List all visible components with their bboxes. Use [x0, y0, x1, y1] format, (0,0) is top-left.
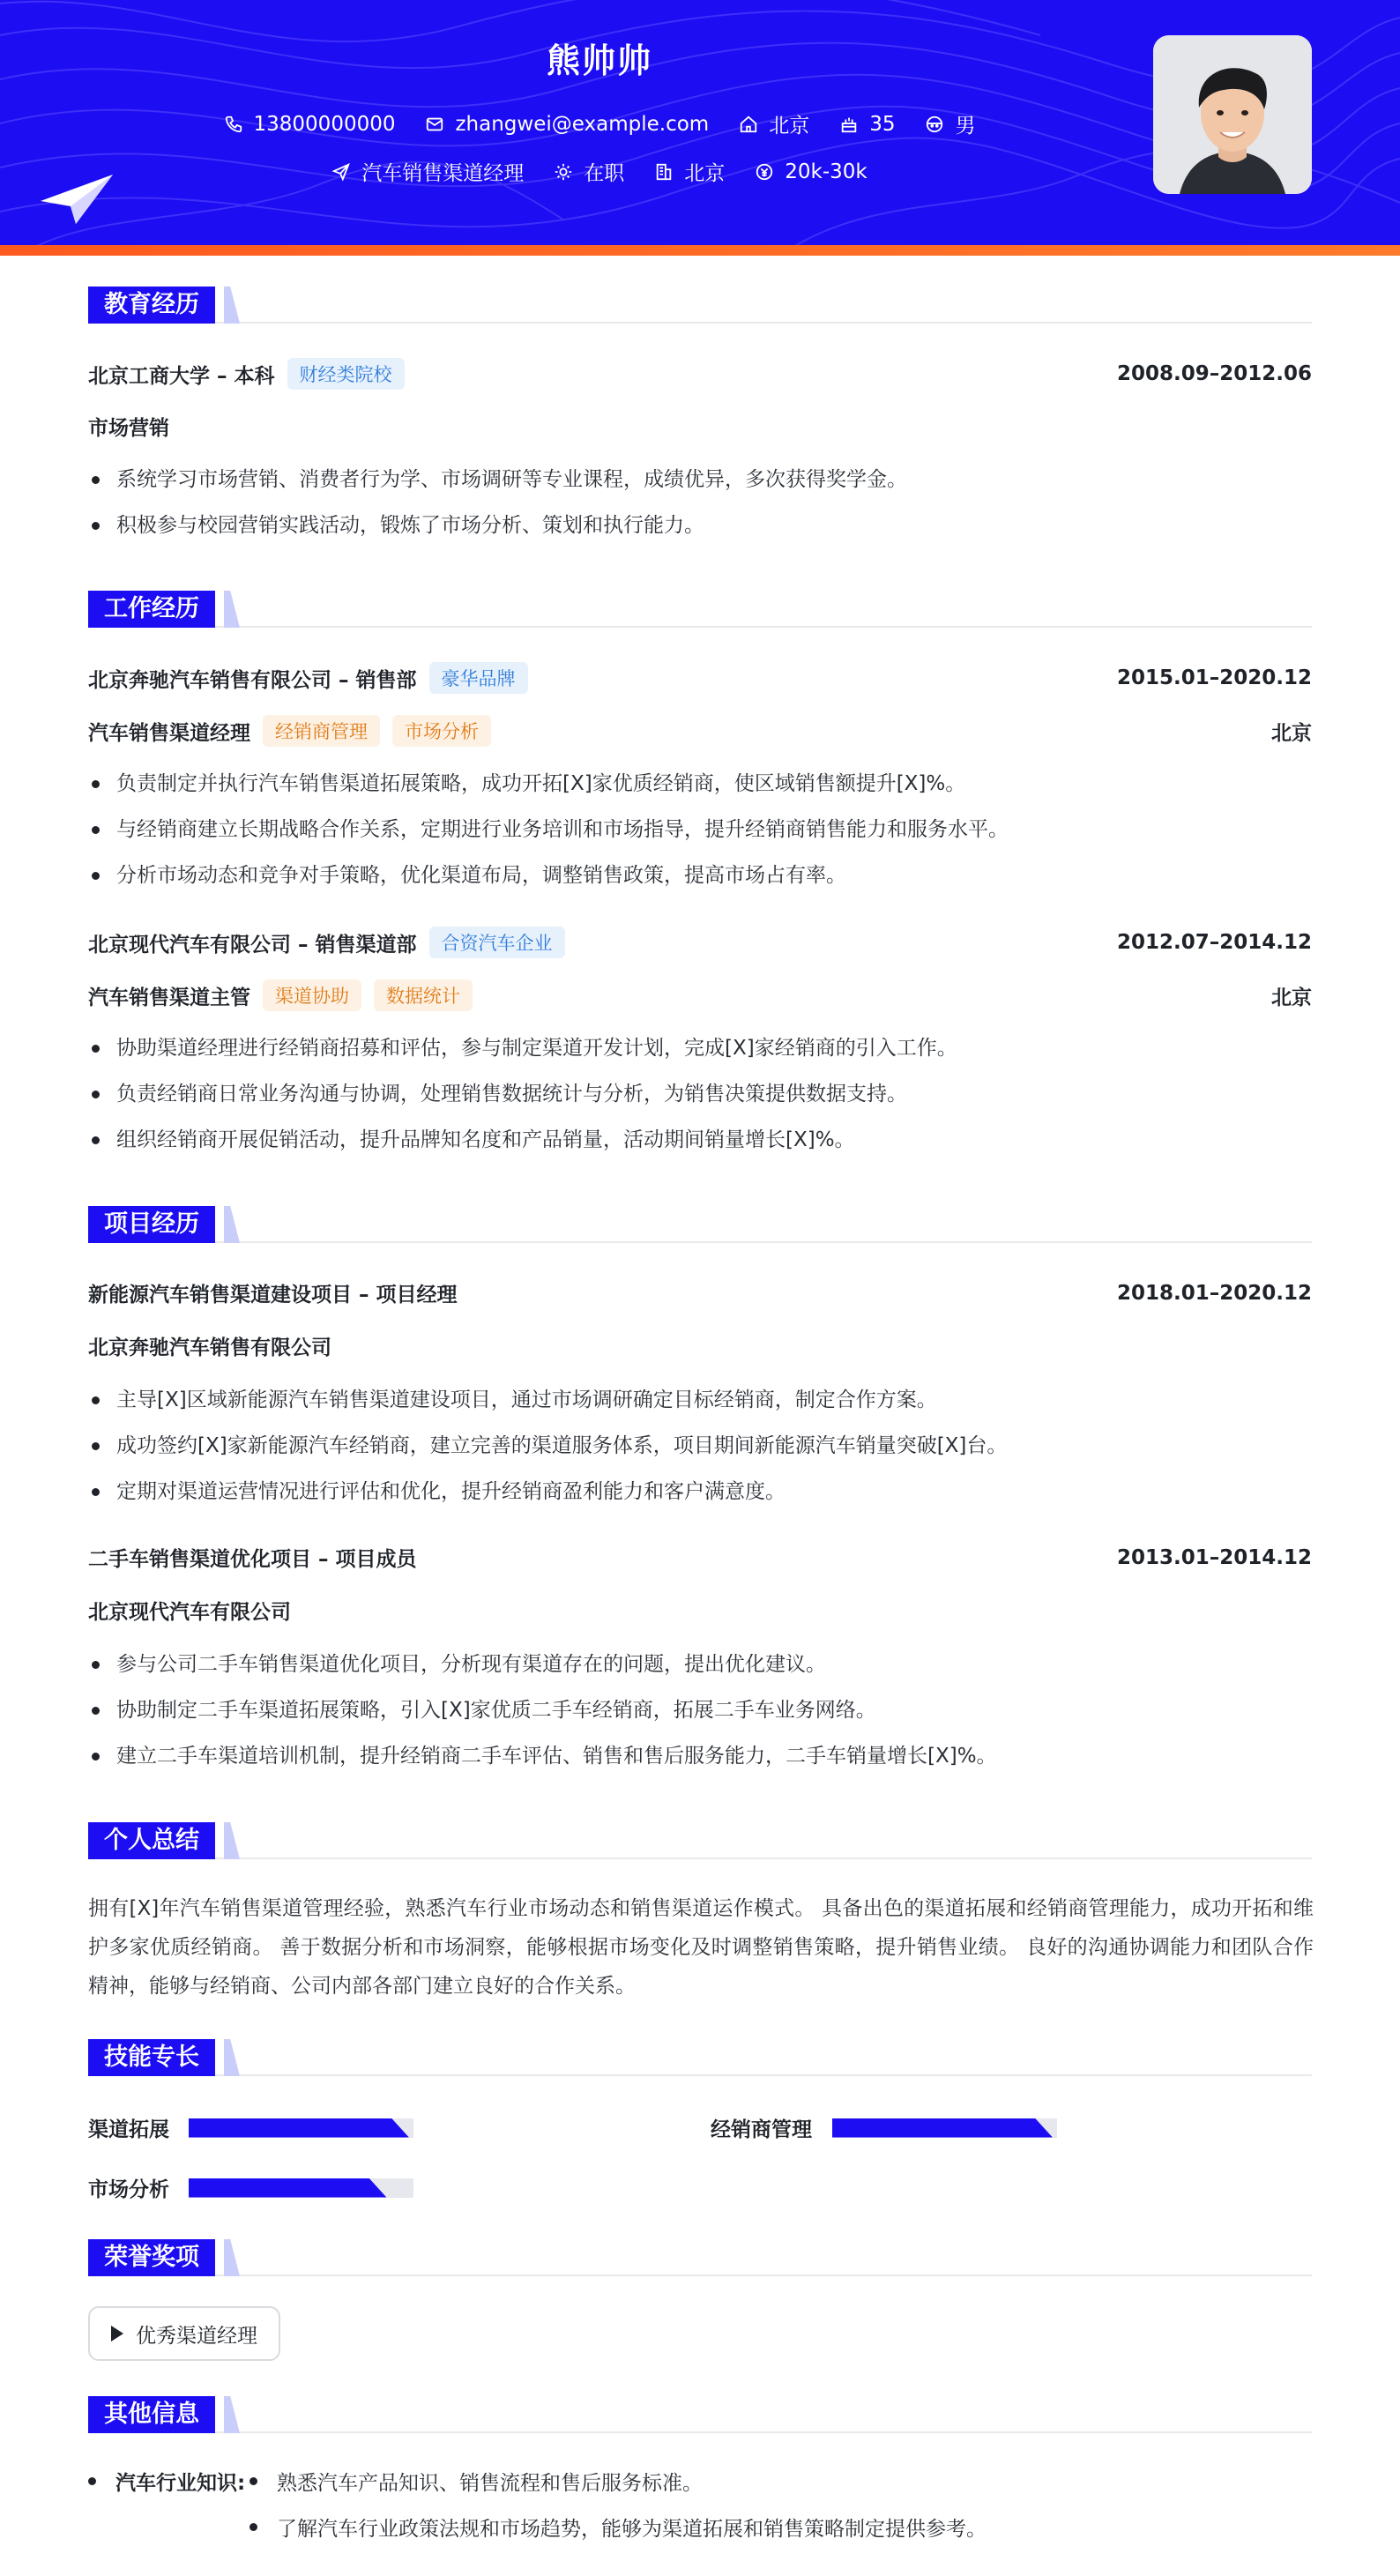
education-header — [88, 358, 1312, 390]
section-title: 工作经历 — [88, 591, 215, 628]
role-title: 汽车销售渠道主管 — [88, 986, 250, 1009]
other-label: 汽车行业知识: — [115, 2471, 246, 2495]
project-date: 2018.01–2020.12 — [1116, 1281, 1312, 1305]
skill-bar-fill — [189, 2178, 386, 2198]
list-item: 系统学习市场营销、消费者行为学、市场调研等专业课程，成绩优异，多次获得奖学金。 — [88, 457, 1312, 503]
job-target-info — [331, 157, 524, 186]
project-org: 北京现代汽车有限公司 — [88, 1601, 291, 1624]
list-item: 主导[X]区域新能源汽车销售渠道建设项目，通过市场调研确定目标经销商，制定合作方案。 — [88, 1377, 1312, 1423]
job-target-text: 汽车销售渠道经理 — [361, 162, 525, 185]
role-tag: 市场分析 — [392, 715, 491, 747]
role-tag: 数据统计 — [374, 979, 473, 1011]
list-item: 分析市场动态和竞争对手策略，优化渠道布局，调整销售政策，提高市场占有率。 — [88, 852, 1312, 898]
project-name: 新能源汽车销售渠道建设项目 – 项目经理 — [88, 1284, 458, 1307]
company-name: 北京奔驰汽车销售有限公司 – 销售部 — [88, 668, 417, 692]
status-text: 在职 — [584, 162, 625, 185]
role-title: 汽车销售渠道经理 — [88, 721, 250, 745]
work-date: 2015.01–2020.12 — [1116, 666, 1312, 689]
role-tag: 经销商管理 — [263, 715, 380, 747]
candidate-name: 熊帅帅 — [546, 41, 652, 80]
summary-text: 拥有[X]年汽车销售渠道管理经验，熟悉汽车行业市场动态和销售渠道运作模式。 具备出色的渠道拓展和经销商管理能力，成功开拓和维护多家优质经销商。 善于数据分析和市场洞察，能够根据市场变化及时调整销售策略，提升销售业绩。 良好的沟通协调能力和团队合作精神，能够与经销商、公司内部各部门建立良好的合作关系。 — [88, 1897, 1314, 1998]
work-location: 北京 — [1271, 986, 1312, 1009]
skill-bar — [189, 2178, 413, 2198]
resume-header — [0, 0, 1400, 256]
header-accent-bar — [0, 245, 1400, 256]
education-date: 2008.09–2012.06 — [1116, 362, 1312, 385]
list-item: 定期对渠道运营情况进行评估和优化，提升经销商盈利能力和客户满意度。 — [88, 1469, 1312, 1515]
email-info — [425, 113, 709, 136]
award-text: 优秀渠道经理 — [136, 2324, 257, 2348]
phone-info — [224, 113, 396, 136]
skill-bar — [832, 2118, 1057, 2138]
section-other — [88, 2396, 1312, 2433]
money-icon — [755, 162, 774, 182]
role-tag: 渠道协助 — [263, 979, 361, 1011]
list-item: 组织经销商开展促销活动，提升品牌知名度和产品销量，活动期间销量增长[X]%。 — [88, 1117, 1312, 1163]
skill-item — [88, 2173, 413, 2202]
project-date: 2013.01–2014.12 — [1116, 1545, 1312, 1569]
age-info — [839, 113, 895, 136]
work-item-header — [88, 662, 1312, 694]
company-name: 北京现代汽车有限公司 – 销售渠道部 — [88, 933, 417, 957]
salary-info — [755, 160, 867, 183]
project-header — [88, 1543, 1312, 1572]
school-name: 北京工商大学 – 本科 — [88, 364, 275, 388]
work-role-row — [88, 979, 1312, 1011]
section-work — [88, 591, 1312, 628]
school-tag: 财经类院校 — [287, 358, 405, 390]
home-icon — [739, 115, 758, 134]
section-projects — [88, 1206, 1312, 1243]
list-item: 与经销商建立长期战略合作关系，定期进行业务培训和市场指导，提升经销商销售能力和服务水平。 — [88, 807, 1312, 852]
project-org: 北京奔驰汽车销售有限公司 — [88, 1336, 331, 1359]
status-icon — [554, 162, 573, 182]
skill-item — [88, 2113, 413, 2142]
list-item: 负责经销商日常业务沟通与协调，处理销售数据统计与分析，为销售决策提供数据支持。 — [88, 1071, 1312, 1117]
section-title: 其他信息 — [88, 2396, 215, 2433]
cake-icon — [839, 115, 859, 134]
section-summary — [88, 1822, 1312, 1859]
profile-photo — [1153, 35, 1312, 194]
work-bullets — [88, 1025, 1312, 1163]
section-title: 教育经历 — [88, 287, 215, 324]
target-city-text: 北京 — [684, 162, 726, 185]
skill-item — [711, 2113, 1057, 2142]
other-text: 了解汽车行业政策法规和市场趋势，能够为渠道拓展和销售策略制定提供参考。 — [277, 2517, 987, 2541]
project-header — [88, 1278, 1312, 1307]
section-title: 项目经历 — [88, 1206, 215, 1243]
work-location: 北京 — [1271, 721, 1312, 745]
work-item-header — [88, 927, 1312, 958]
list-item: 协助渠道经理进行经销商招募和评估，参与制定渠道开发计划，完成[X]家经销商的引入工作。 — [88, 1025, 1312, 1071]
list-item: 成功签约[X]家新能源汽车经销商，建立完善的渠道服务体系，项目期间新能源汽车销量突破[X]台。 — [88, 1423, 1312, 1469]
company-tag: 合资汽车企业 — [429, 927, 565, 958]
list-item: 建立二手车渠道培训机制，提升经销商二手车评估、销售和售后服务能力，二手车销量增长[X]%。 — [88, 1733, 1312, 1779]
list-item: 负责制定并执行汽车销售渠道拓展策略，成功开拓[X]家优质经销商，使区域销售额提升[X]%。 — [88, 761, 1312, 807]
other-text: 熟悉汽车产品知识、销售流程和售后服务标准。 — [277, 2471, 703, 2495]
work-bullets — [88, 761, 1312, 898]
education-bullets — [88, 457, 1312, 548]
gender-text: 男 — [955, 115, 976, 138]
salary-text: 20k-30k — [785, 160, 868, 183]
city-info — [739, 109, 809, 138]
project-name: 二手车销售渠道优化项目 – 项目成员 — [88, 1548, 417, 1571]
send-icon — [331, 162, 351, 182]
project-bullets — [88, 1642, 1312, 1779]
section-education — [88, 287, 1312, 324]
list-item: 参与公司二手车销售渠道优化项目，分析现有渠道存在的问题，提出优化建议。 — [88, 1642, 1312, 1687]
email-text: zhangwei@example.com — [455, 112, 710, 136]
gender-info — [925, 109, 975, 138]
section-awards — [88, 2239, 1312, 2276]
target-city-info — [654, 157, 725, 186]
avatar-illustration — [1153, 35, 1312, 194]
list-item: 协助制定二手车渠道拓展策略，引入[X]家优质二手车经销商，拓展二手车业务网络。 — [88, 1687, 1312, 1733]
play-icon — [111, 2326, 123, 2341]
email-icon — [425, 115, 444, 134]
skill-name: 市场分析 — [88, 2178, 169, 2201]
project-bullets — [88, 1377, 1312, 1515]
skill-bar-fill — [832, 2118, 1053, 2138]
other-row — [88, 2504, 1312, 2550]
user-icon — [925, 115, 944, 134]
work-date: 2012.07–2014.12 — [1116, 931, 1312, 954]
age-text: 35 — [869, 112, 896, 136]
section-title: 个人总结 — [88, 1822, 215, 1859]
skill-name: 渠道拓展 — [88, 2118, 169, 2141]
contact-row — [0, 109, 1199, 138]
section-skills — [88, 2039, 1312, 2076]
other-row — [88, 2458, 1312, 2504]
work-role-row — [88, 715, 1312, 747]
section-title: 荣誉奖项 — [88, 2239, 215, 2276]
status-info — [554, 157, 624, 186]
company-tag: 豪华品牌 — [429, 662, 528, 694]
skill-bar-fill — [189, 2118, 409, 2138]
education-major: 市场营销 — [88, 417, 169, 440]
skill-name: 经销商管理 — [711, 2118, 812, 2141]
phone-text: 13800000000 — [253, 112, 396, 136]
skill-bar — [189, 2118, 413, 2138]
award-item — [88, 2306, 280, 2361]
job-row — [0, 157, 1199, 186]
other-info — [88, 2458, 1312, 2550]
section-title: 技能专长 — [88, 2039, 215, 2076]
city-text: 北京 — [769, 115, 810, 138]
building-icon — [654, 162, 674, 182]
list-item: 积极参与校园营销实践活动，锻炼了市场分析、策划和执行能力。 — [88, 503, 1312, 548]
phone-icon — [224, 115, 243, 134]
